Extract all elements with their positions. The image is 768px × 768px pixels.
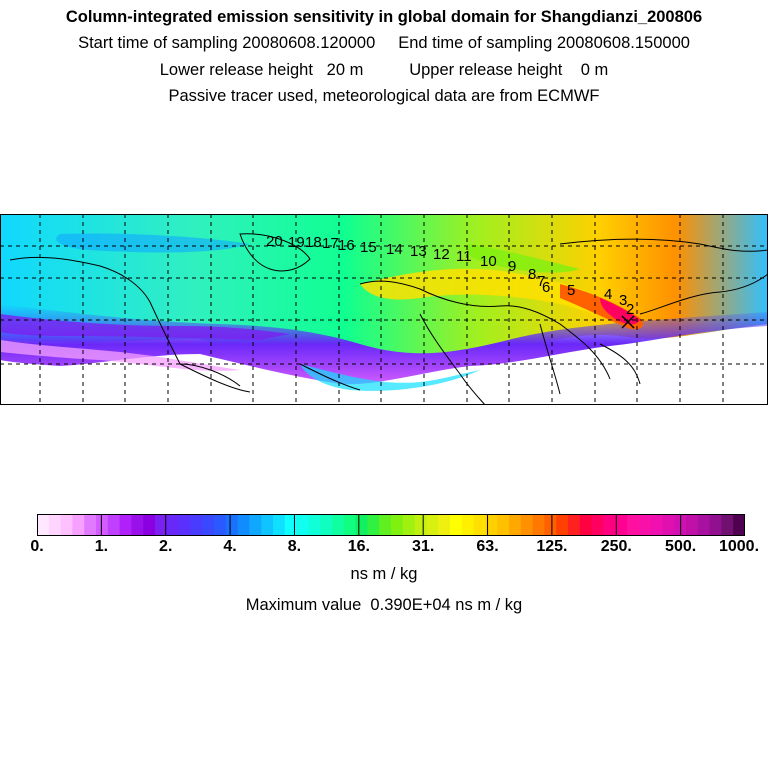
colorbar-cell <box>367 514 379 536</box>
colorbar-cell <box>603 514 615 536</box>
colorbar-cell <box>61 514 73 536</box>
colorbar-tick-label: 1000. <box>718 538 760 555</box>
day-label: 2 <box>626 301 635 318</box>
colorbar-cell <box>356 514 368 536</box>
day-label: 19 <box>288 234 305 251</box>
colorbar-tick-label: 125. <box>536 538 568 555</box>
colorbar-cell <box>497 514 509 536</box>
colorbar-cell <box>533 514 545 536</box>
colorbar-cell <box>521 514 533 536</box>
colorbar-cell <box>190 514 202 536</box>
colorbar-tick-label: 1. <box>94 538 109 555</box>
day-label: 17 <box>322 235 339 252</box>
day-label: 20 <box>266 233 283 250</box>
colorbar-tick-label: 63. <box>476 538 499 555</box>
colorbar-tick-label: 31. <box>412 538 435 555</box>
colorbar-cell <box>131 514 143 536</box>
maximum-value-text: Maximum value 0.390E+04 ns m / kg <box>245 596 523 614</box>
colorbar-tick-label: 250. <box>600 538 632 555</box>
colorbar-cell <box>202 514 214 536</box>
colorbar-tick-label: 16. <box>347 538 370 555</box>
colorbar-cell <box>108 514 120 536</box>
day-label: 6 <box>542 279 551 296</box>
day-label: 11 <box>456 248 472 265</box>
colorbar-cell <box>627 514 639 536</box>
emission-sensitivity-map <box>0 214 768 405</box>
release-height-line: Lower release height 20 m Upper release height 0 m <box>159 61 609 79</box>
colorbar-cell <box>556 514 568 536</box>
colorbar-cell <box>462 514 474 536</box>
colorbar-cell <box>698 514 710 536</box>
colorbar-cell <box>285 514 297 536</box>
colorbar-cell <box>214 514 226 536</box>
plot-title: Column-integrated emission sensitivity in global domain for Shangdianzi_200806 <box>65 8 703 26</box>
colorbar-cell <box>509 514 521 536</box>
colorbar-tick-label: 4. <box>223 538 237 555</box>
colorbar-cell <box>438 514 450 536</box>
day-label: 14 <box>386 241 403 258</box>
colorbar-cell <box>143 514 155 536</box>
day-label: 9 <box>508 258 517 275</box>
day-label: 10 <box>480 253 497 270</box>
day-label: 15 <box>360 239 377 256</box>
day-label: 12 <box>433 246 450 263</box>
colorbar-cell <box>120 514 132 536</box>
colorbar-cell <box>474 514 486 536</box>
colorbar-cell <box>226 514 238 536</box>
colorbar-cell <box>84 514 96 536</box>
colorbar-cell <box>391 514 403 536</box>
colorbar-cell <box>733 514 745 536</box>
colorbar-cell <box>592 514 604 536</box>
colorbar-cell <box>686 514 698 536</box>
colorbar-cell <box>651 514 663 536</box>
data-source-line: Passive tracer used, meteorological data are from ECMWF <box>168 87 600 105</box>
day-label: 3 <box>619 292 628 309</box>
colorbar-tick-label: 8. <box>287 538 302 555</box>
colorbar-cell <box>415 514 427 536</box>
colorbar-cell <box>344 514 356 536</box>
colorbar-cell <box>332 514 344 536</box>
day-label: 5 <box>567 282 576 299</box>
colorbar-tick-label: 0. <box>30 538 44 555</box>
colorbar-units: ns m / kg <box>350 565 418 583</box>
colorbar-cell <box>568 514 580 536</box>
colorbar-cell <box>37 514 49 536</box>
colorbar-cell <box>379 514 391 536</box>
colorbar-cell <box>403 514 415 536</box>
colorbar <box>37 514 745 536</box>
colorbar-tick-label: 2. <box>159 538 173 555</box>
colorbar-cell <box>615 514 627 536</box>
colorbar-cell <box>167 514 179 536</box>
colorbar-cell <box>261 514 273 536</box>
colorbar-cell <box>320 514 332 536</box>
day-label: 8 <box>528 266 537 283</box>
day-label: 4 <box>604 286 613 303</box>
colorbar-cell <box>544 514 556 536</box>
day-label: 13 <box>410 243 427 260</box>
colorbar-cell <box>426 514 438 536</box>
colorbar-cell <box>297 514 309 536</box>
colorbar-cell <box>49 514 61 536</box>
day-label: 16 <box>338 237 355 254</box>
colorbar-cell <box>308 514 320 536</box>
colorbar-cell <box>721 514 733 536</box>
colorbar-tick-label: 500. <box>665 538 697 555</box>
colorbar-cell <box>639 514 651 536</box>
colorbar-cell <box>450 514 462 536</box>
colorbar-cell <box>96 514 108 536</box>
colorbar-cell <box>72 514 84 536</box>
colorbar-cell <box>662 514 674 536</box>
sampling-time-line: Start time of sampling 20080608.120000 End time of sampling 20080608.150000 <box>78 34 690 52</box>
day-label: 7 <box>537 273 546 290</box>
colorbar-cell <box>580 514 592 536</box>
colorbar-cell <box>249 514 261 536</box>
day-label: 18 <box>305 234 322 251</box>
colorbar-cell <box>179 514 191 536</box>
colorbar-cell <box>710 514 722 536</box>
colorbar-cell <box>273 514 285 536</box>
colorbar-cell <box>238 514 250 536</box>
